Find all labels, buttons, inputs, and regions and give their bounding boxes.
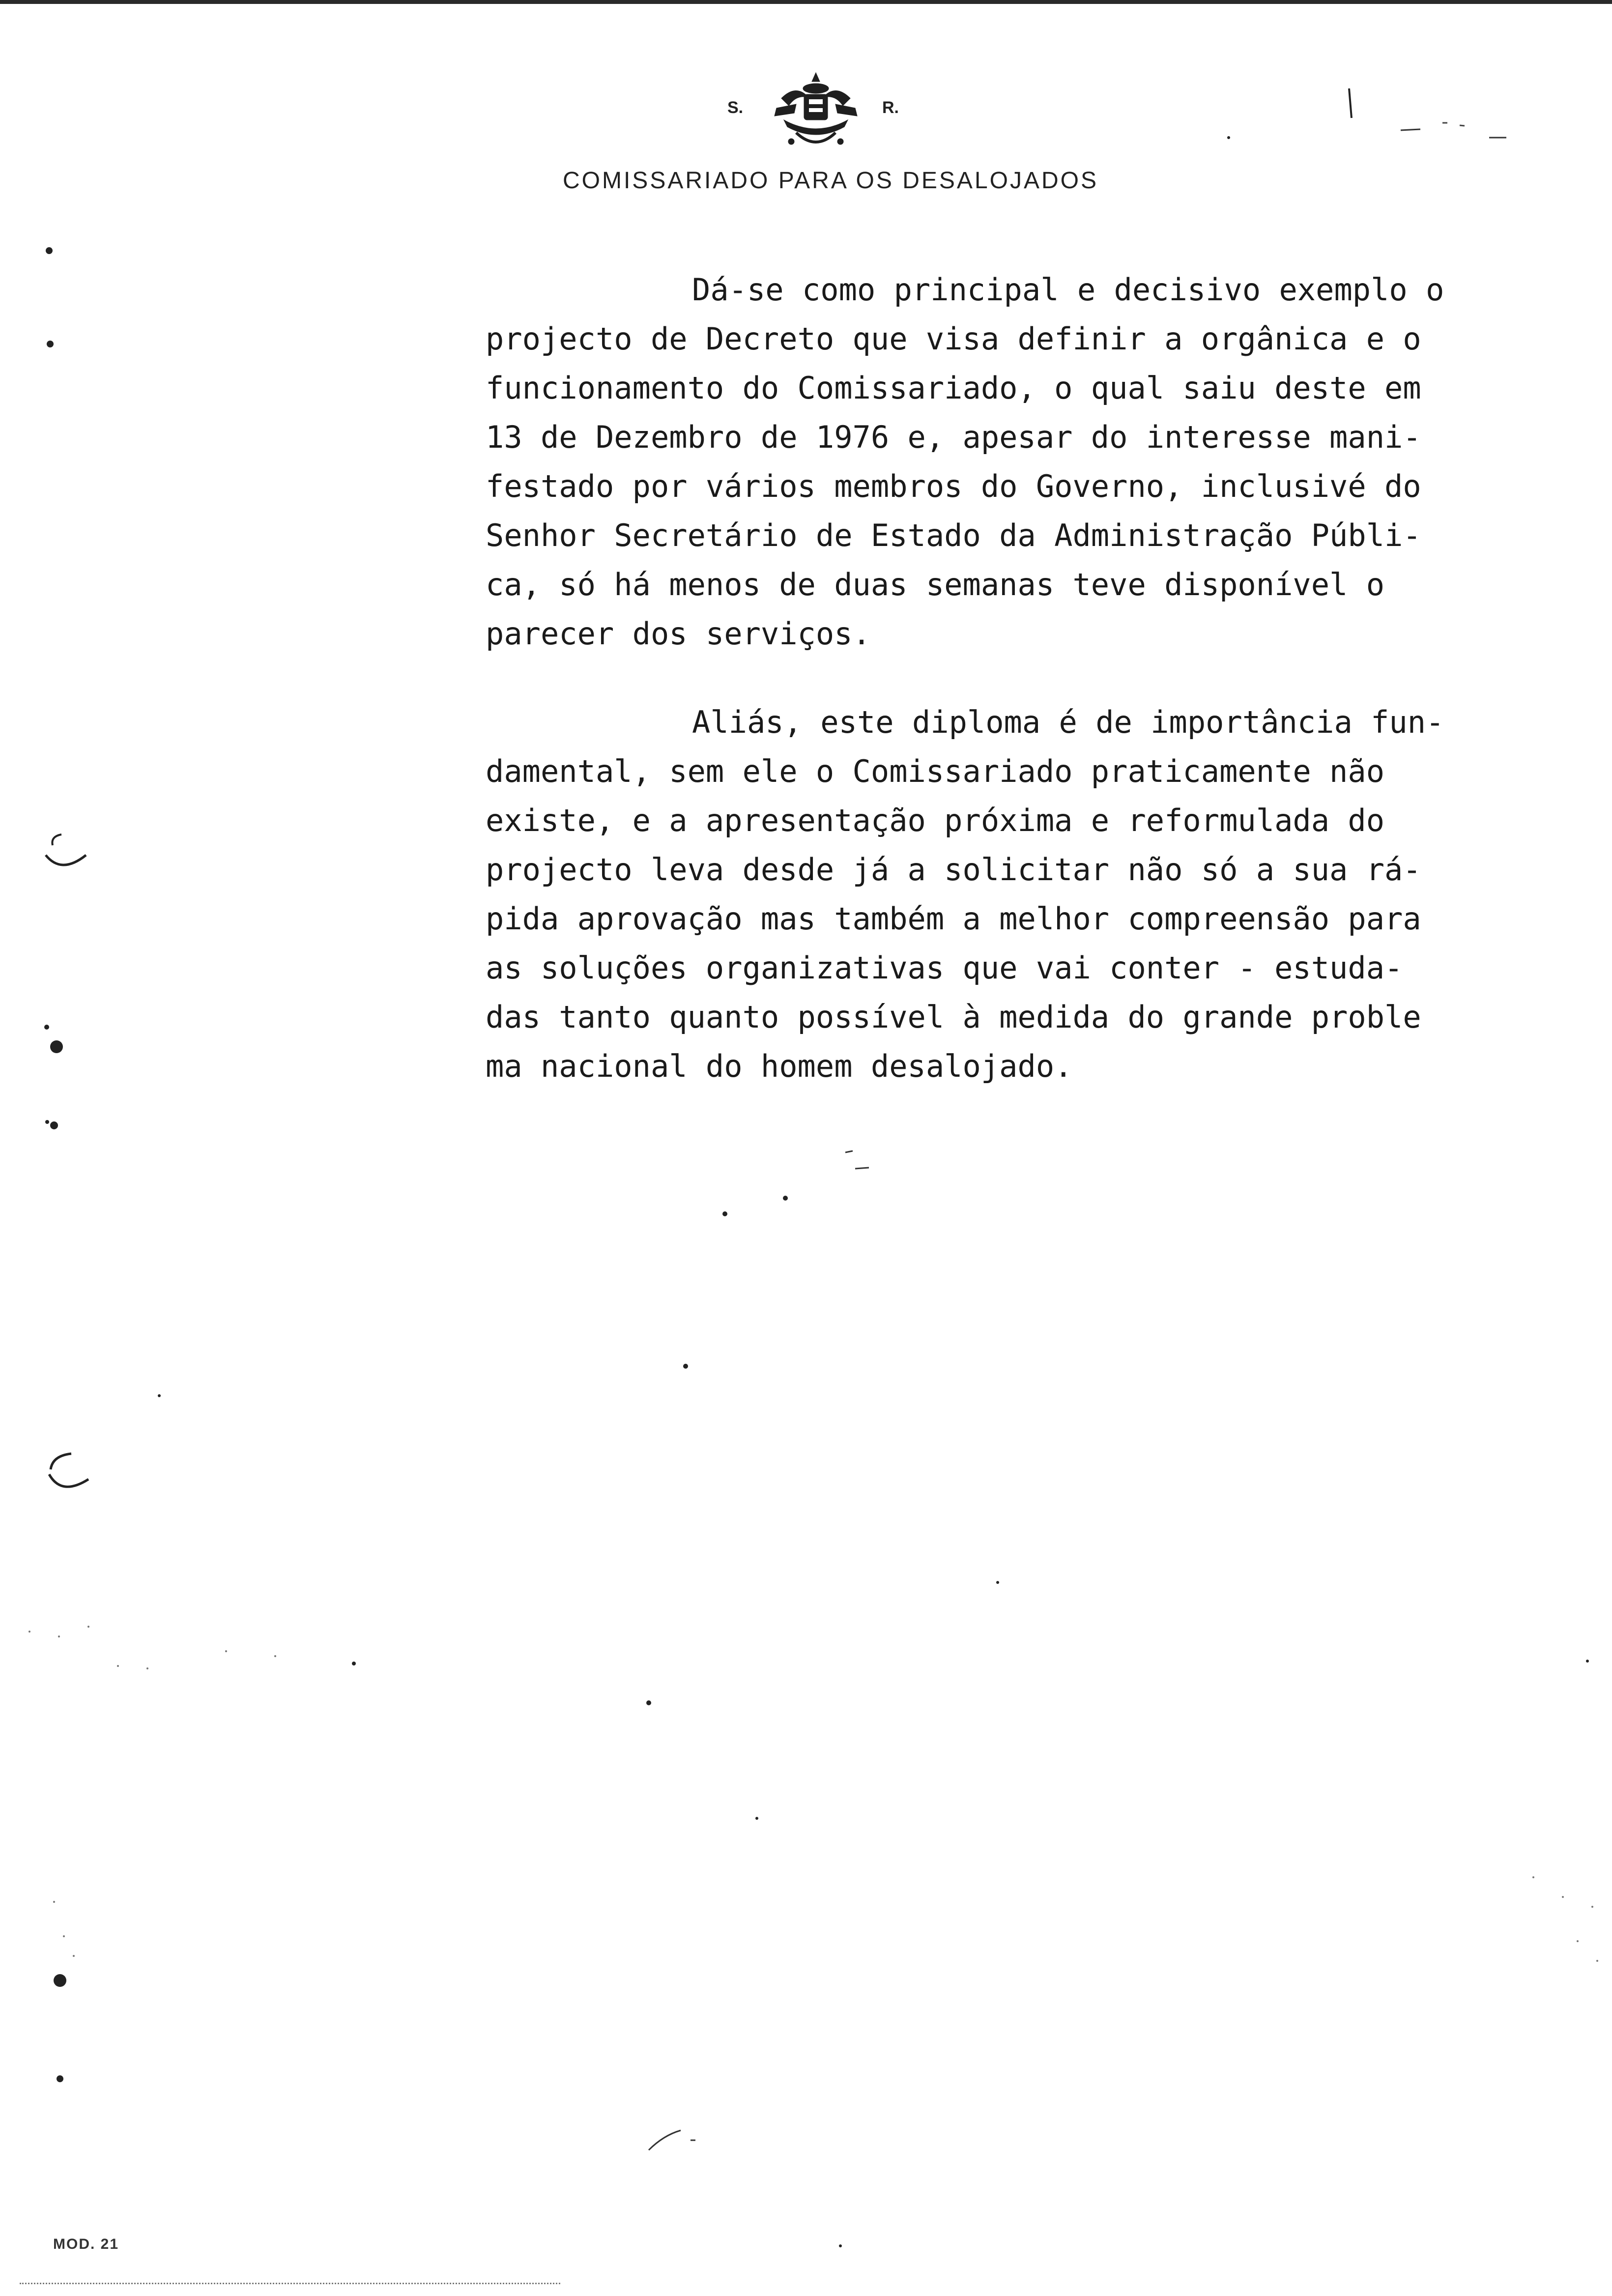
crest-right-letter: R.: [882, 98, 899, 117]
paragraph-decree-example: Dá-se como principal e decisivo exemplo o projecto de Decreto que visa definir a orgânica e o funcionamento do Comissariado, o qual saiu deste em 13 de Dezembro de 1976 e, apesar do interesse mani- festado por vários membros do Governo, inclusivé do Senhor Secretário de Estado da Administração Públi- ca, só há menos de duas semanas teve disponível o parecer dos serviços.: [486, 272, 1444, 652]
office-name: COMISSARIADO PARA OS DESALOJADOS: [562, 168, 1098, 194]
letter-body: [486, 265, 1532, 1120]
crest-row: [727, 69, 934, 157]
form-code: MOD. 21: [53, 2236, 119, 2252]
crest-left-letter: S.: [727, 98, 744, 117]
letterhead: [482, 69, 1180, 206]
top-edge-rule: [0, 0, 1612, 4]
bottom-dotted-edge: [20, 2283, 560, 2286]
punch-hole-mark: [42, 831, 91, 875]
paragraph-diploma-importance: Aliás, este diploma é de importância fun- damental, sem ele o Comissariado praticamente não existe, e a apresentação próxima e reformulada do projecto leva desde já a solicitar não só a sua rá- pida aprovação mas também a melhor compreensão para as soluções organizativas que vai conter - estuda- das tanto quanto possível à medida do grande proble ma nacional do homem desalojado.: [486, 704, 1444, 1084]
handwritten-mark-corner: [1327, 84, 1524, 147]
punch-hole-mark: [42, 1450, 91, 1494]
coat-of-arms-icon: [762, 69, 870, 152]
